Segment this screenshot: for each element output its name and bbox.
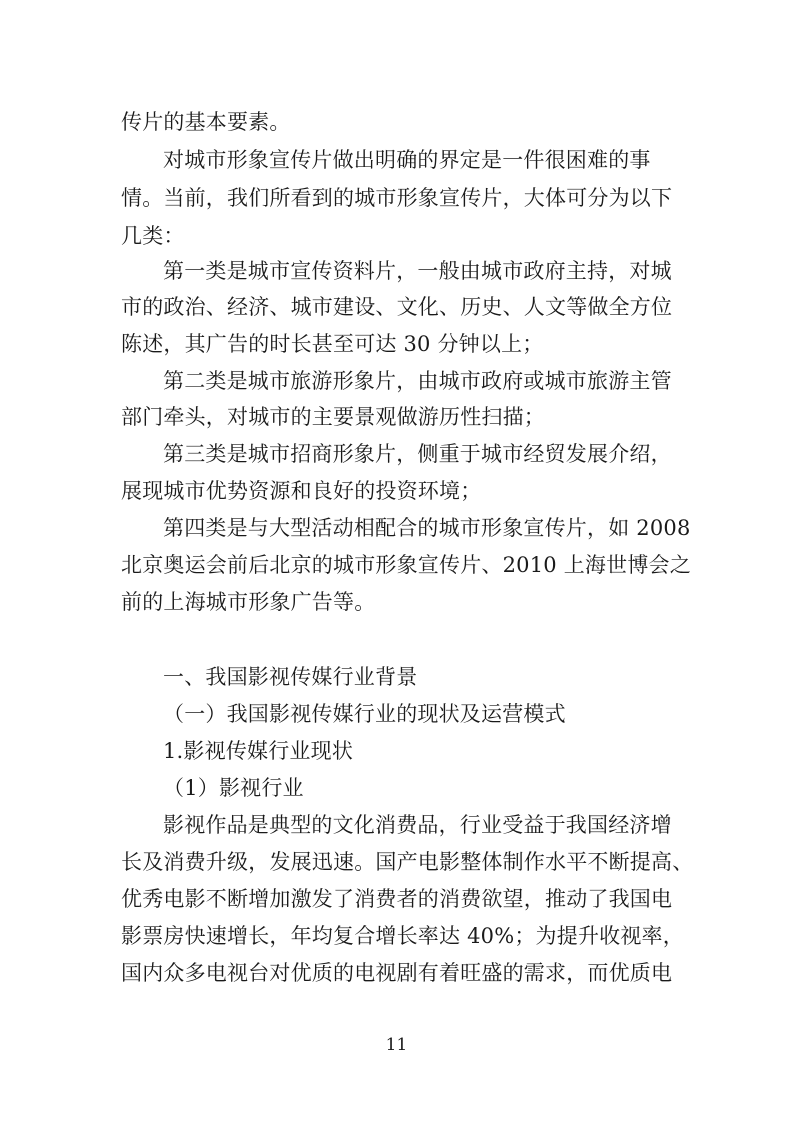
paragraph-line: 展现城市优势资源和良好的投资环境； [121,479,482,503]
section-heading: 一、我国影视传媒行业背景 [163,665,418,689]
paragraph-line: 陈述，其广告的时长甚至可达 30 分钟以上； [121,332,544,356]
paragraph-line: 情。当前，我们所看到的城市形象宣传片，大体可分为以下 [121,186,673,210]
subsection-heading: 1.影视传媒行业现状 [163,739,354,763]
paragraph-line: 前的上海城市形象广告等。 [121,590,376,614]
paragraph-line: 优秀电影不断增加激发了消费者的消费欲望，推动了我国电 [121,887,673,911]
paragraph-line: 第四类是与大型活动相配合的城市形象宣传片，如 2008 [163,516,691,540]
subsection-heading: （1）影视行业 [163,776,304,800]
paragraph-line: 长及消费升级，发展迅速。国产电影整体制作水平不断提高、 [121,850,694,874]
paragraph-line: 北京奥运会前后北京的城市形象宣传片、2010 上海世博会之 [121,553,691,577]
paragraph-line: 传片的基本要素。 [121,110,291,134]
paragraph-line: 影视作品是典型的文化消费品，行业受益于我国经济增 [163,813,672,837]
paragraph-line: 第二类是城市旅游形象片，由城市政府或城市旅游主管 [163,369,672,393]
paragraph-line: 影票房快速增长，年均复合增长率达 40%；为提升收视率， [121,924,684,948]
paragraph-line: 第三类是城市招商形象片，侧重于城市经贸发展介绍， [163,442,672,466]
paragraph-line: 市的政治、经济、城市建设、文化、历史、人文等做全方位 [121,295,673,319]
paragraph-line: 对城市形象宣传片做出明确的界定是一件很困难的事 [163,148,651,172]
paragraph-line: 部门牵头，对城市的主要景观做游历性扫描； [121,405,545,429]
subsection-heading: （一）我国影视传媒行业的现状及运营模式 [163,702,566,726]
paragraph-line: 几类： [121,224,185,248]
paragraph-line: 国内众多电视台对优质的电视剧有着旺盛的需求，而优质电 [121,961,673,985]
paragraph-line: 第一类是城市宣传资料片，一般由城市政府主持，对城 [163,259,672,283]
page-number: 11 [385,1035,408,1055]
